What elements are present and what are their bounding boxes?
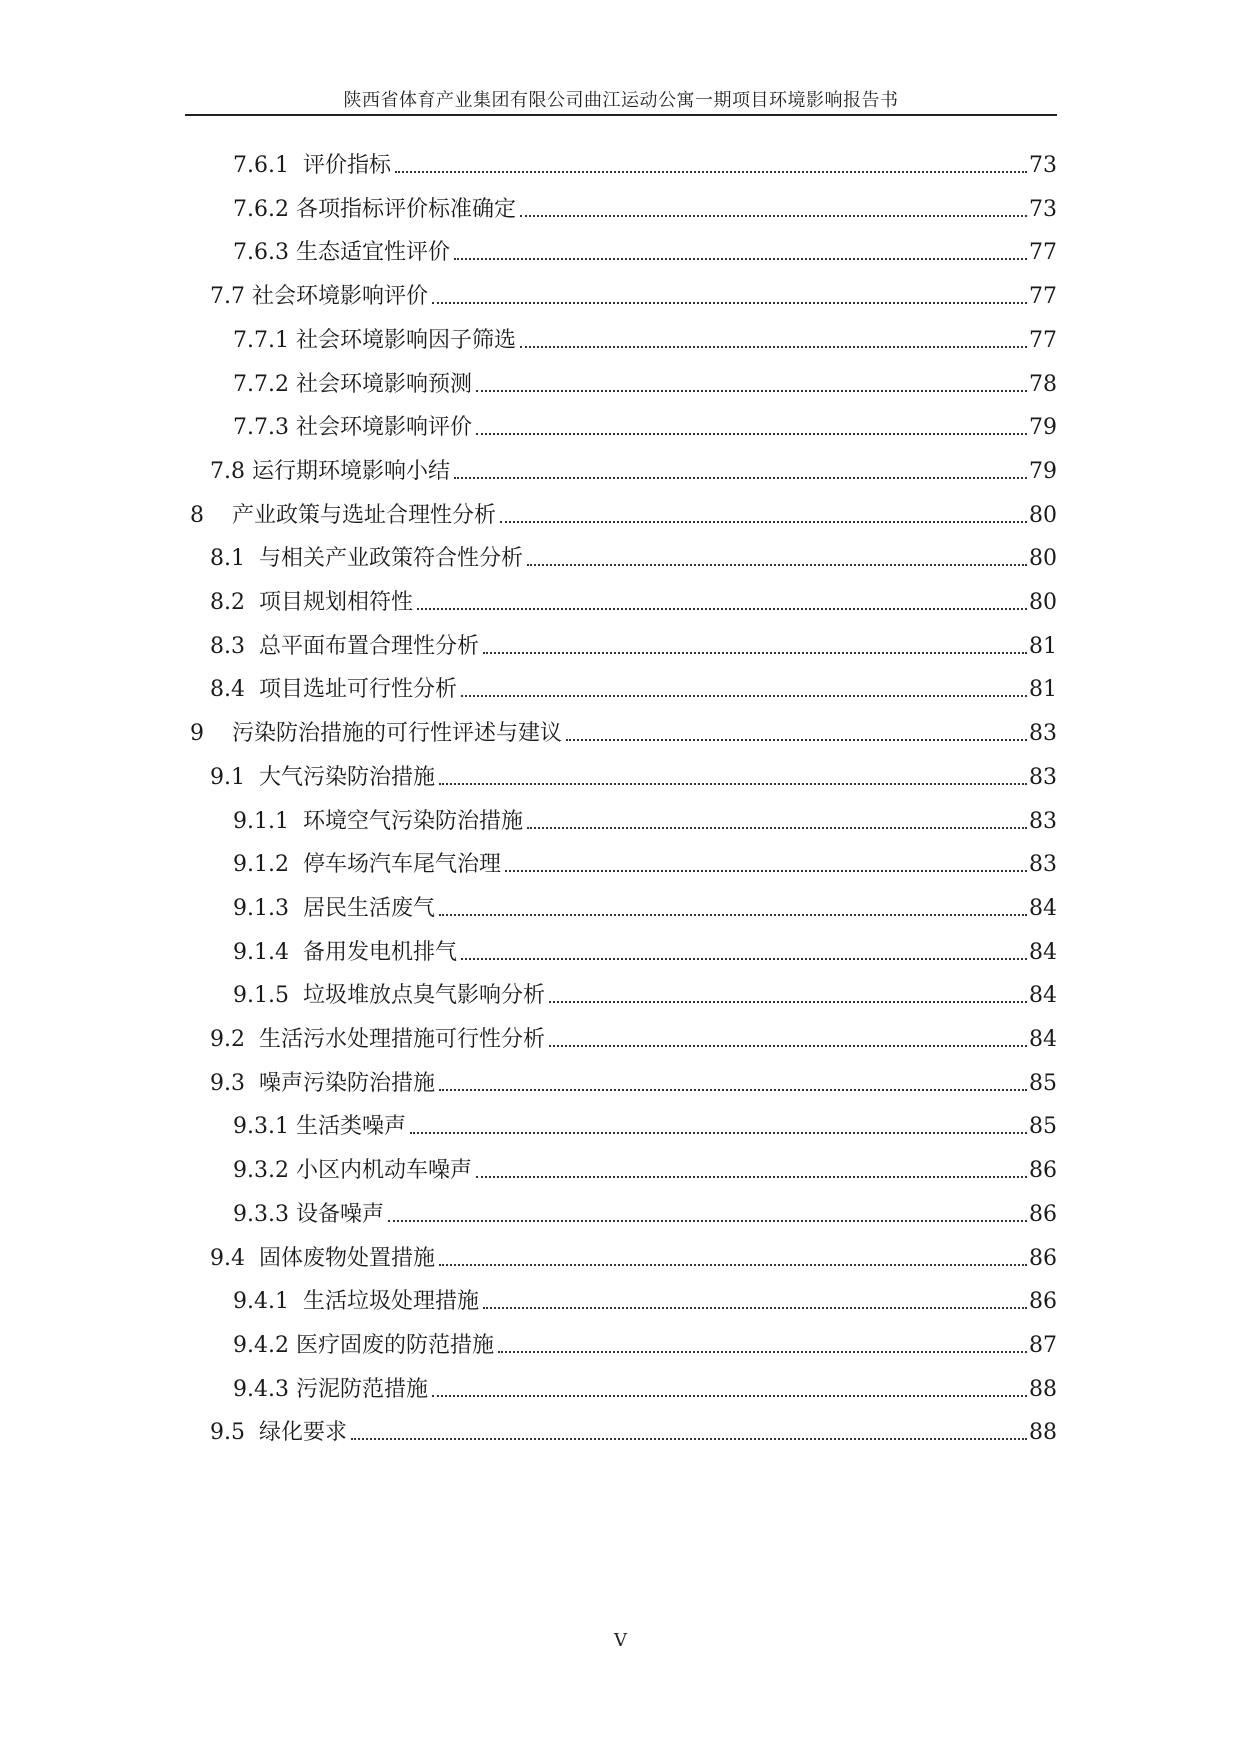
toc-dot-leader [351, 1438, 1027, 1440]
toc-entry-title: 大气污染防治措施 [258, 764, 435, 790]
toc-entry-page: 81 [1029, 633, 1057, 659]
toc-entry[interactable] [233, 888, 1057, 924]
toc-entry-page: 77 [1029, 284, 1057, 310]
toc-dot-leader [520, 215, 1027, 217]
toc-entry-page: 77 [1029, 240, 1057, 266]
toc-entry-title: 社会环境影响评价 [295, 415, 472, 441]
toc-dot-leader [454, 477, 1027, 479]
toc-entry-title: 居民生活废气 [302, 895, 435, 921]
toc-entry-page: 73 [1029, 196, 1057, 222]
toc-entry-title: 医疗固废的防范措施 [295, 1332, 494, 1358]
toc-entry-number: 9.3.3 [233, 1201, 296, 1227]
toc-entry-number: 7.6.1 [233, 153, 303, 178]
toc-entry-page: 83 [1029, 721, 1057, 747]
toc-entry-number: 8.1 [210, 546, 259, 572]
toc-dot-leader [439, 914, 1027, 916]
toc-entry-page: 83 [1029, 852, 1057, 878]
toc-dot-leader [388, 1220, 1027, 1222]
toc-entry-page: 84 [1029, 983, 1057, 1009]
toc-entry[interactable] [210, 1238, 1057, 1274]
toc-entry[interactable] [190, 713, 1057, 749]
toc-entry[interactable] [190, 495, 1057, 531]
toc-entry-number: 9.4.1 [233, 1289, 303, 1315]
toc-dot-leader [476, 1176, 1027, 1178]
toc-dot-leader [483, 652, 1027, 654]
toc-entry-title: 产业政策与选址合理性分析 [231, 502, 496, 528]
toc-entry-number: 9.1.3 [233, 895, 303, 921]
toc-entry-number: 7.7.1 [233, 327, 296, 353]
toc-entry-number: 8.2 [210, 590, 259, 615]
toc-entry[interactable] [210, 451, 1057, 487]
toc-entry-number: 9.3.1 [233, 1114, 296, 1140]
toc-entry-page: 85 [1029, 1114, 1057, 1140]
toc-entry-title: 项目规划相符性 [258, 590, 413, 615]
toc-entry[interactable] [233, 1194, 1057, 1230]
toc-entry-title: 备用发电机排气 [302, 939, 457, 965]
toc-entry-number: 9.3.2 [233, 1158, 296, 1184]
toc-entry[interactable] [233, 932, 1057, 968]
toc-dot-leader [483, 1307, 1027, 1309]
toc-entry-title: 小区内机动车噪声 [295, 1158, 472, 1184]
toc-entry[interactable] [210, 582, 1057, 618]
toc-entry-title: 固体废物处置措施 [258, 1245, 435, 1271]
toc-dot-leader [527, 564, 1027, 566]
toc-entry-number: 9.4.3 [233, 1376, 296, 1402]
toc-entry[interactable] [233, 844, 1057, 880]
toc-dot-leader [549, 1001, 1027, 1003]
toc-entry-number: 9.3 [210, 1070, 259, 1096]
toc-dot-leader [498, 1351, 1027, 1353]
toc-entry-number: 7.7 [210, 284, 252, 310]
toc-entry[interactable] [210, 276, 1057, 312]
toc-entry-page: 80 [1029, 590, 1057, 615]
toc-entry-title: 环境空气污染防治措施 [302, 808, 523, 834]
toc-entry-number: 9.4 [210, 1245, 259, 1271]
toc-entry[interactable] [233, 801, 1057, 837]
toc-entry-page: 80 [1029, 502, 1057, 528]
toc-entry-title: 总平面布置合理性分析 [258, 633, 479, 659]
toc-entry-page: 86 [1029, 1158, 1057, 1184]
toc-entry-page: 83 [1029, 764, 1057, 790]
toc-entry-title: 停车场汽车尾气治理 [302, 852, 501, 878]
toc-entry-title: 生态适宜性评价 [295, 240, 450, 266]
toc-entry-page: 79 [1029, 415, 1057, 441]
toc-entry-title: 噪声污染防治措施 [258, 1070, 435, 1096]
toc-dot-leader [566, 739, 1027, 741]
toc-dot-leader [439, 1089, 1027, 1091]
toc-entry[interactable] [210, 626, 1057, 662]
toc-entry[interactable] [233, 407, 1057, 443]
toc-entry-title: 生活类噪声 [295, 1114, 406, 1140]
toc-dot-leader [527, 827, 1027, 829]
toc-entry-title: 污泥防范措施 [295, 1376, 428, 1402]
running-header: 陕西省体育产业集团有限公司曲江运动公寓一期项目环境影响报告书 [343, 90, 899, 111]
toc-entry[interactable] [210, 1063, 1057, 1099]
page-number: V [614, 1630, 627, 1651]
header-rule [185, 114, 1057, 116]
toc-entry-title: 生活垃圾处理措施 [302, 1289, 479, 1315]
toc-entry-page: 73 [1029, 153, 1057, 178]
toc-dot-leader [395, 171, 1027, 173]
toc-dot-leader [417, 608, 1027, 610]
toc-dot-leader [454, 258, 1027, 260]
toc-entry-page: 79 [1029, 458, 1057, 484]
toc-dot-leader [439, 783, 1027, 785]
toc-dot-leader [476, 433, 1027, 435]
toc-dot-leader [410, 1132, 1027, 1134]
toc-dot-leader [476, 390, 1027, 392]
toc-entry-page: 87 [1029, 1332, 1057, 1358]
toc-entry-title: 污染防治措施的可行性评述与建议 [231, 721, 562, 747]
toc-entry-title: 社会环境影响预测 [295, 371, 472, 397]
toc-entry-title: 运行期环境影响小结 [251, 458, 450, 484]
toc-entry[interactable] [210, 1019, 1057, 1055]
toc-entry-page: 88 [1029, 1420, 1057, 1446]
toc-entry-number: 7.6.2 [233, 196, 296, 222]
toc-dot-leader [500, 521, 1027, 523]
toc-entry[interactable] [210, 757, 1057, 793]
toc-entry-page: 78 [1029, 371, 1057, 397]
toc-dot-leader [549, 1045, 1027, 1047]
toc-entry-number: 9.1 [210, 764, 259, 790]
toc-entry-title: 设备噪声 [295, 1201, 384, 1227]
toc-entry[interactable] [210, 1412, 1057, 1448]
toc-entry-number: 7.7.2 [233, 371, 296, 397]
toc-entry[interactable] [233, 145, 1057, 181]
toc-entry-number: 8.4 [210, 677, 259, 703]
toc-entry-title: 绿化要求 [258, 1420, 347, 1446]
toc-entry-page: 86 [1029, 1289, 1057, 1315]
toc-dot-leader [432, 1395, 1027, 1397]
toc-entry-title: 各项指标评价标准确定 [295, 196, 516, 222]
toc-entry-page: 84 [1029, 939, 1057, 965]
toc-entry[interactable] [233, 320, 1057, 356]
toc-entry[interactable] [233, 1325, 1057, 1361]
toc-entry-number: 7.7.3 [233, 415, 296, 441]
toc-entry[interactable] [233, 364, 1057, 400]
toc-entry-page: 88 [1029, 1376, 1057, 1402]
toc-entry-page: 84 [1029, 1027, 1057, 1052]
toc-entry-title: 评价指标 [302, 153, 391, 178]
toc-entry-page: 83 [1029, 808, 1057, 834]
toc-entry-page: 85 [1029, 1070, 1057, 1096]
toc-entry[interactable] [233, 1106, 1057, 1142]
toc-entry-number: 9.1.4 [233, 939, 303, 965]
toc-entry-number: 7.6.3 [233, 240, 296, 266]
toc-entry[interactable] [210, 669, 1057, 705]
toc-entry-number: 9.2 [210, 1027, 259, 1052]
toc-entry-number: 7.8 [210, 458, 252, 484]
toc-entry-title: 垃圾堆放点臭气影响分析 [302, 983, 545, 1009]
toc-entry-number: 9.5 [210, 1420, 259, 1446]
toc-entry-page: 77 [1029, 327, 1057, 353]
toc-dot-leader [520, 346, 1027, 348]
toc-entry-number: 8.3 [210, 633, 259, 659]
toc-entry[interactable] [233, 1150, 1057, 1186]
toc-entry-number: 9.1.5 [233, 983, 303, 1009]
toc-entry-number: 8 [190, 502, 232, 528]
toc-entry-number: 9 [190, 721, 232, 747]
toc-dot-leader [505, 870, 1027, 872]
toc-entry[interactable] [233, 1281, 1057, 1317]
toc-entry-title: 社会环境影响评价 [251, 284, 428, 310]
toc-entry-number: 9.1.1 [233, 808, 303, 834]
toc-entry-page: 86 [1029, 1245, 1057, 1271]
toc-dot-leader [439, 1264, 1027, 1266]
toc-entry-page: 81 [1029, 677, 1057, 703]
toc-entry-page: 84 [1029, 895, 1057, 921]
toc-entry-page: 86 [1029, 1201, 1057, 1227]
toc-entry-number: 9.4.2 [233, 1332, 296, 1358]
toc-entry-number: 9.1.2 [233, 852, 303, 878]
toc-entry[interactable] [233, 1369, 1057, 1405]
toc-entry-title: 与相关产业政策符合性分析 [258, 546, 523, 572]
toc-entry[interactable] [233, 232, 1057, 268]
toc-entry-title: 项目选址可行性分析 [258, 677, 457, 703]
toc-entry[interactable] [233, 189, 1057, 225]
toc-dot-leader [461, 958, 1027, 960]
toc-dot-leader [461, 695, 1027, 697]
toc-entry[interactable] [233, 975, 1057, 1011]
toc-entry-title: 社会环境影响因子筛选 [295, 327, 516, 353]
toc-entry[interactable] [210, 538, 1057, 574]
toc-entry-page: 80 [1029, 546, 1057, 572]
toc-dot-leader [432, 302, 1027, 304]
toc-entry-title: 生活污水处理措施可行性分析 [258, 1027, 545, 1052]
